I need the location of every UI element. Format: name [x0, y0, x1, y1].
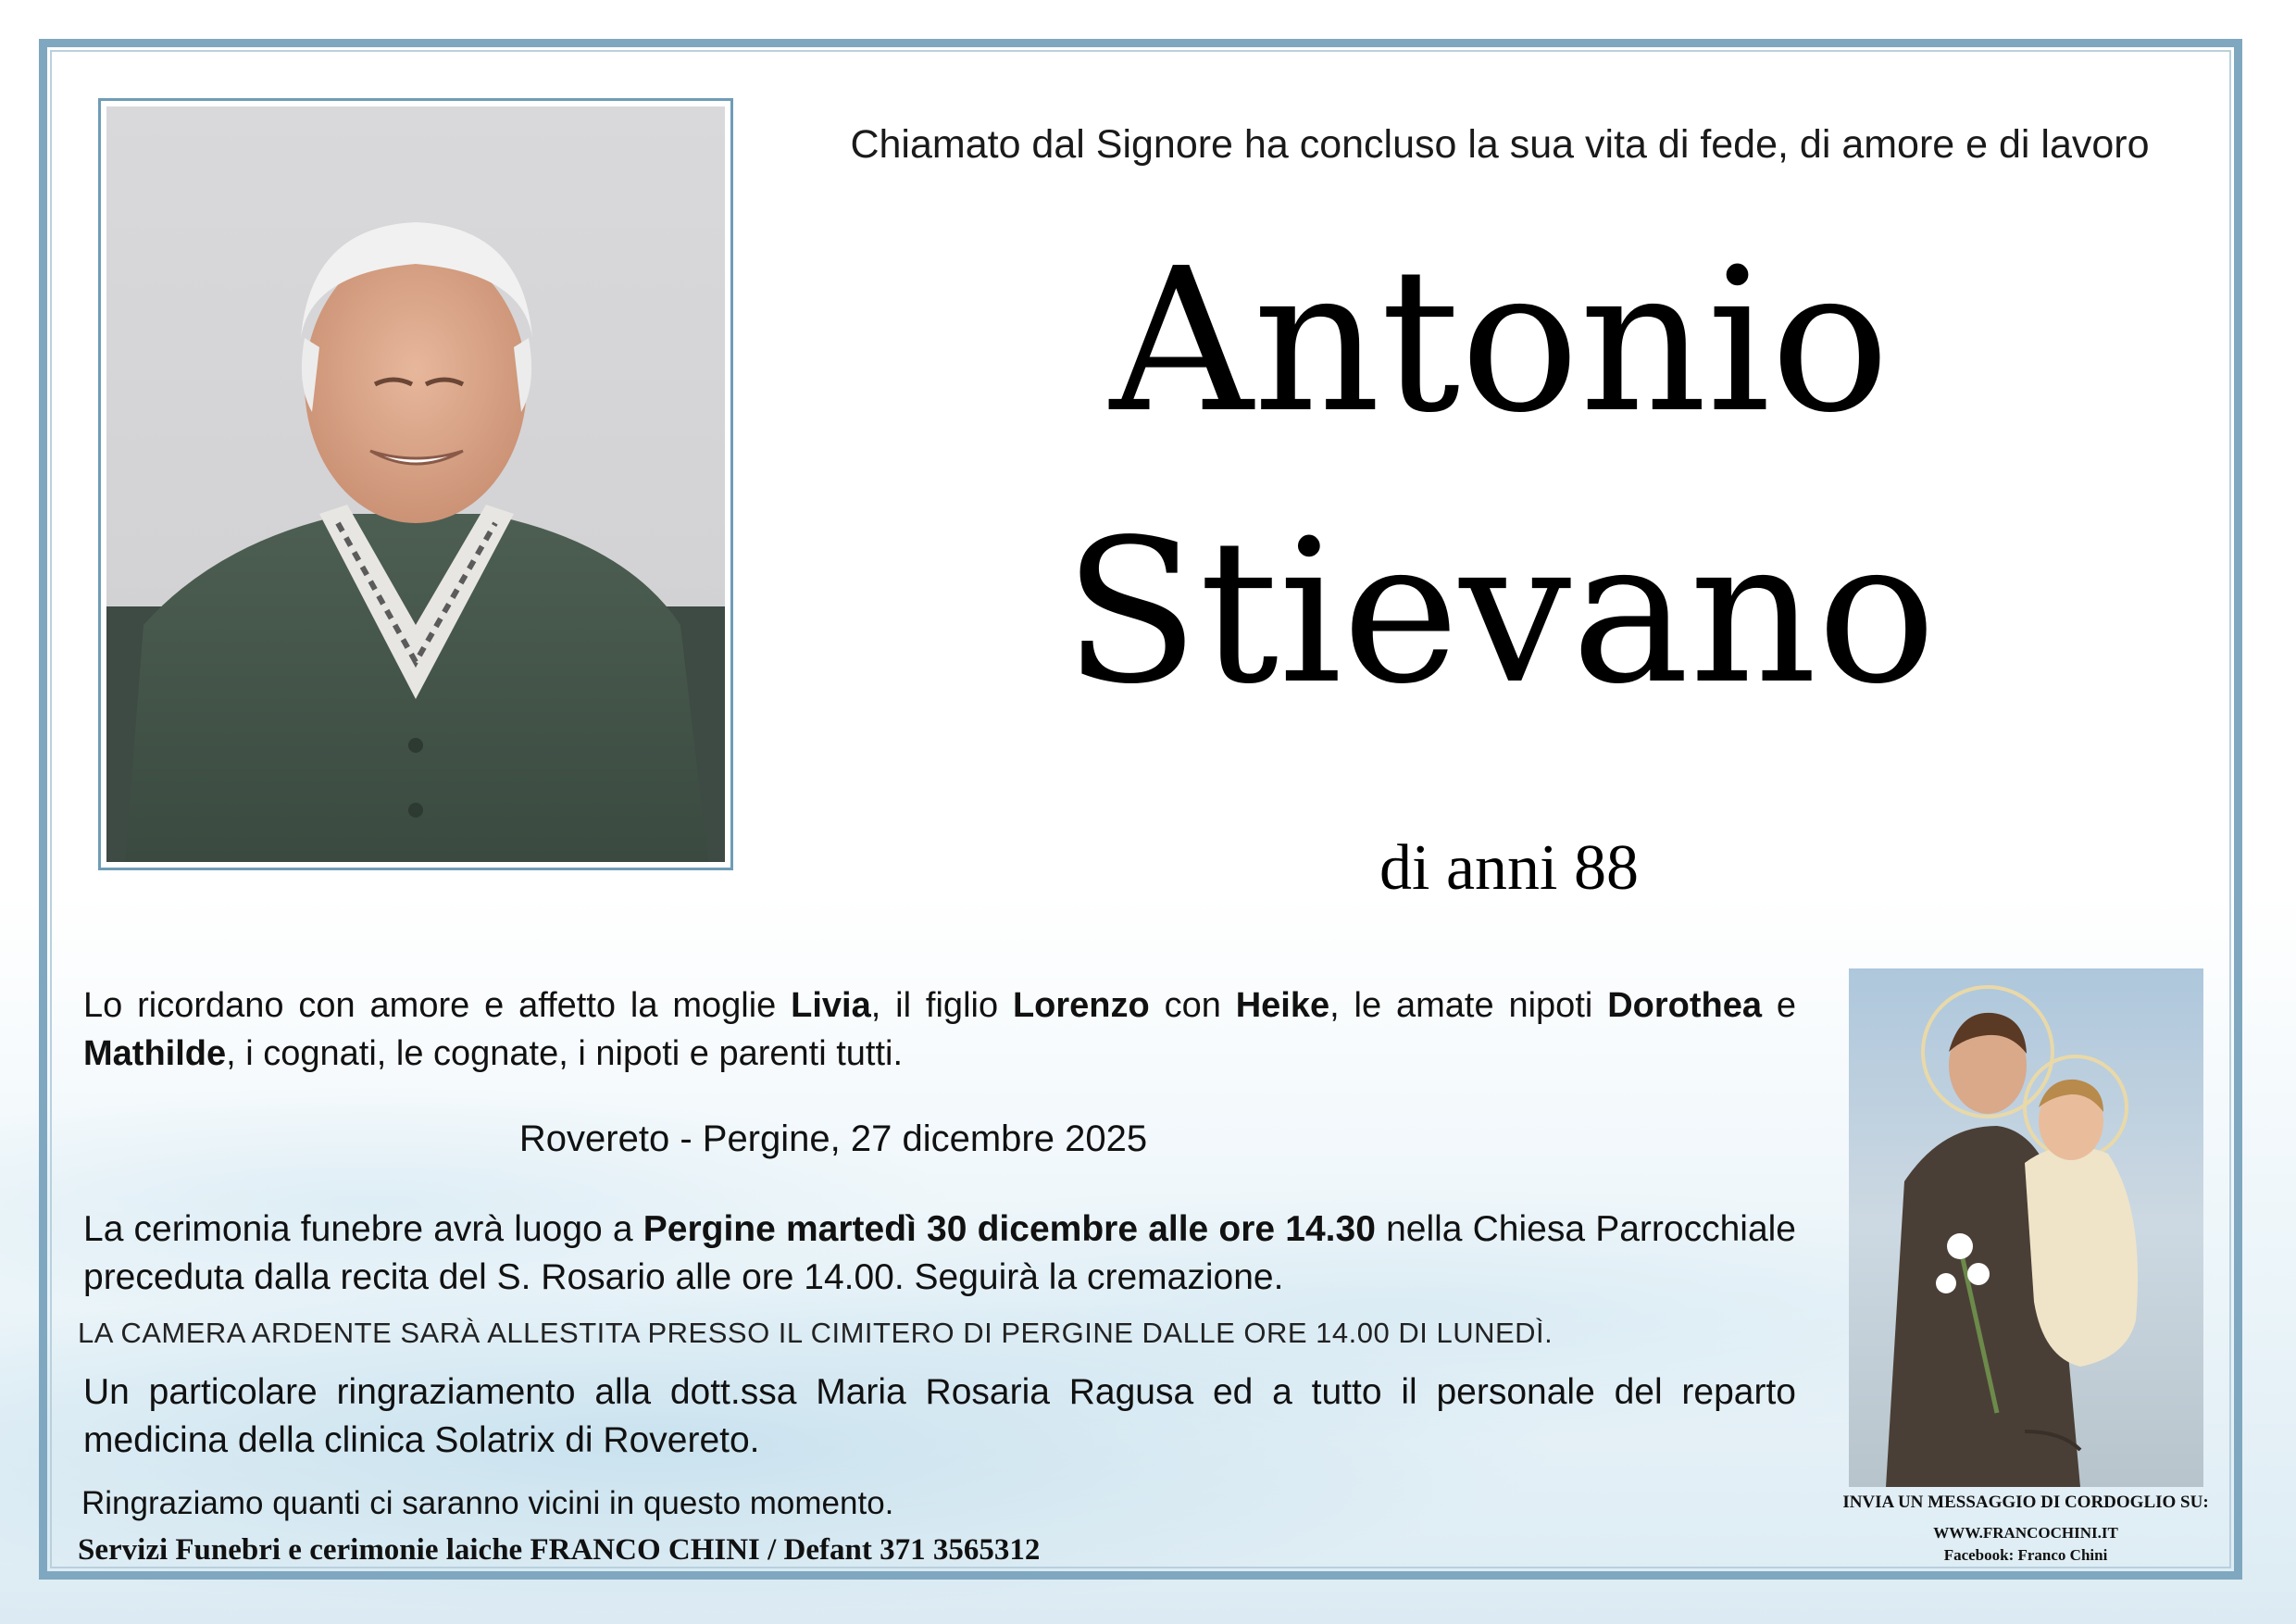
wife-name: Livia — [791, 986, 871, 1025]
closing-thanks: Ringraziamo quanti ci saranno vicini in questo momento. — [81, 1485, 894, 1521]
chapel-notice: LA CAMERA ARDENTE SARÀ ALLESTITA PRESSO IL CIMITERO DI PERGINE DALLE ORE 14.00 DI LUNEDÌ. — [78, 1317, 1554, 1349]
portrait-illustration — [106, 106, 725, 862]
remembrance-text: e — [1761, 986, 1796, 1025]
place-date: Rovereto - Pergine, 27 dicembre 2025 — [518, 1118, 1148, 1159]
age: di anni 88 — [1379, 832, 1639, 904]
remembrance-text: , il figlio — [870, 986, 1013, 1025]
agency-line: Servizi Funebri e cerimonie laiche FRANCO CHINI / Defant 371 3565312 — [78, 1533, 1041, 1567]
partner-name: Heike — [1235, 986, 1330, 1025]
condolence-website: WWW.FRANCOCHINI.IT — [1933, 1524, 2118, 1542]
remembrance-paragraph — [83, 981, 1796, 1078]
remembrance-text: , le amate nipoti — [1329, 986, 1608, 1025]
last-name: Stievano — [1063, 497, 1937, 728]
ceremony-text: nella Chiesa Parrocchiale preceduta dalla recita del S. Rosario alle ore 14.00. Seguirà la cremazione. — [83, 1209, 1796, 1297]
ceremony-paragraph — [83, 1206, 1796, 1302]
grandchild-name: Mathilde — [83, 1034, 227, 1073]
remembrance-text: , i cognati, le cognate, i nipoti e parenti tutti. — [226, 1034, 904, 1073]
saint-image — [1849, 968, 2203, 1487]
son-name: Lorenzo — [1012, 986, 1150, 1025]
ceremony-datetime: Pergine martedì 30 dicembre alle ore 14.30 — [643, 1209, 1376, 1249]
intro-line: Chiamato dal Signore ha concluso la sua vita di fede, di amore e di lavoro — [850, 122, 2150, 167]
portrait-photo — [98, 98, 733, 870]
ceremony-text: La cerimonia funebre avrà luogo a — [83, 1209, 643, 1249]
condolence-caption: INVIA UN MESSAGGIO DI CORDOGLIO SU: — [1842, 1493, 2209, 1512]
grandchild-name: Dorothea — [1607, 986, 1762, 1025]
remembrance-text: Lo ricordano con amore e affetto la moglie — [83, 986, 792, 1025]
condolence-facebook: Facebook: Franco Chini — [1943, 1546, 2108, 1564]
special-thanks: Un particolare ringraziamento alla dott.ssa Maria Rosaria Ragusa ed a tutto il personale del reparto medicina della clinica Solatrix di Rovereto. — [83, 1372, 1796, 1460]
saint-illustration — [1849, 968, 2203, 1487]
first-name: Antonio — [1109, 226, 1890, 456]
remembrance-text: con — [1149, 986, 1236, 1025]
